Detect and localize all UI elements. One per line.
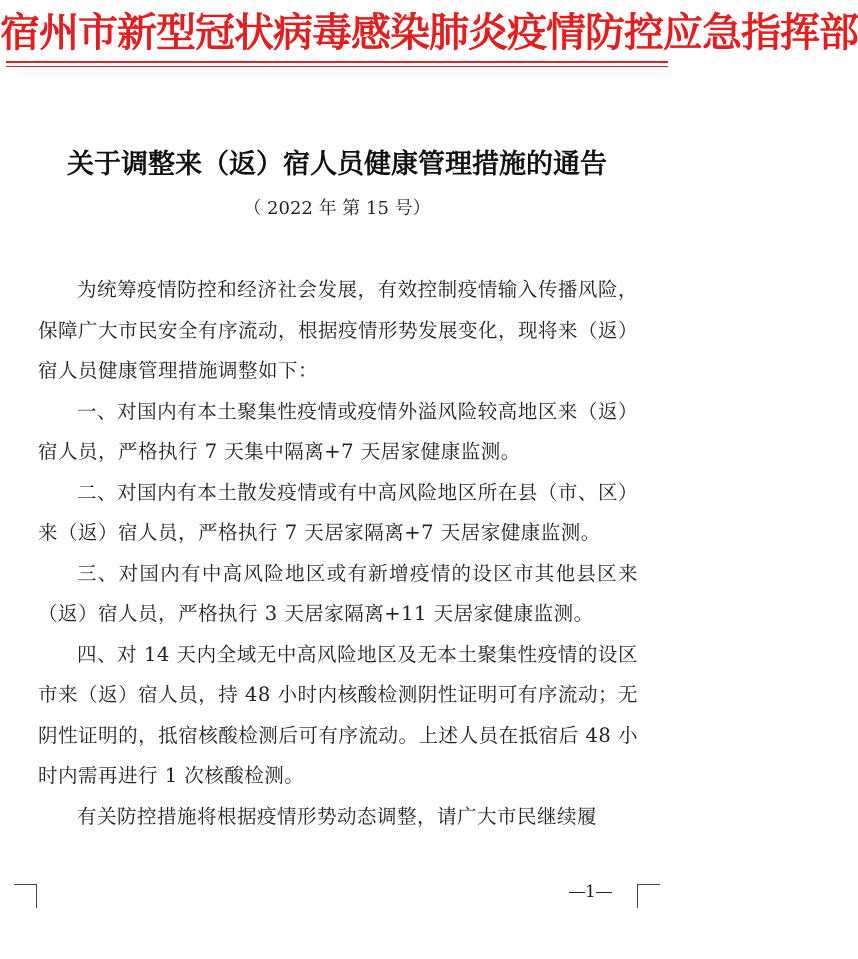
page-number: [569, 882, 612, 902]
crop-mark-right-v: [637, 884, 638, 908]
paragraph-item-4: 四、对 14 天内全域无中高风险地区及无本土聚集性疫情的设区市来（返）宿人员，持 48 小时内核酸检测阴性证明可有序流动；无阴性证明的，抵宿核酸检测后可有序流动。上述人员在抵宿后 48 小时内需再进行 1 次核酸检测。: [38, 642, 638, 787]
page-number-dash-right: [596, 892, 612, 893]
paragraph-item-2: 二、对国内有本土散发疫情或有中高风险地区所在县（市、区）来（返）宿人员，严格执行 7 天居家隔离+7 天居家健康监测。: [38, 480, 638, 544]
red-divider-thin: [6, 66, 668, 67]
crop-mark-left-v: [36, 884, 37, 908]
document-number: （ 2022 年 第 15 号）: [243, 198, 431, 219]
crop-mark-left-h: [14, 884, 36, 885]
document-title: 关于调整来（返）宿人员健康管理措施的通告: [67, 149, 607, 180]
paragraph-closing: 有关防控措施将根据疫情形势动态调整，请广大市民继续履: [77, 804, 598, 828]
page-number-value: 1: [585, 882, 596, 902]
red-divider-thick: [6, 61, 668, 63]
paragraph-item-1: 一、对国内有本土聚集性疫情或疫情外溢风险较高地区来（返）宿人员，严格执行 7 天集中隔离+7 天居家健康监测。: [38, 399, 638, 463]
document-body: [38, 270, 638, 837]
paragraph-intro: 为统筹疫情防控和经济社会发展，有效控制疫情输入传播风险，保障广大市民安全有序流动，根据疫情形势发展变化，现将来（返）宿人员健康管理措施调整如下：: [38, 278, 639, 382]
paragraph-item-3: 三、对国内有中高风险地区或有新增疫情的设区市其他县区来（返）宿人员，严格执行 3 天居家隔离+11 天居家健康监测。: [38, 561, 638, 625]
crop-mark-right-h: [638, 884, 660, 885]
page-number-dash-left: [569, 892, 585, 893]
issuer-header: 宿州市新型冠状病毒感染肺炎疫情防控应急指挥部: [0, 9, 858, 56]
